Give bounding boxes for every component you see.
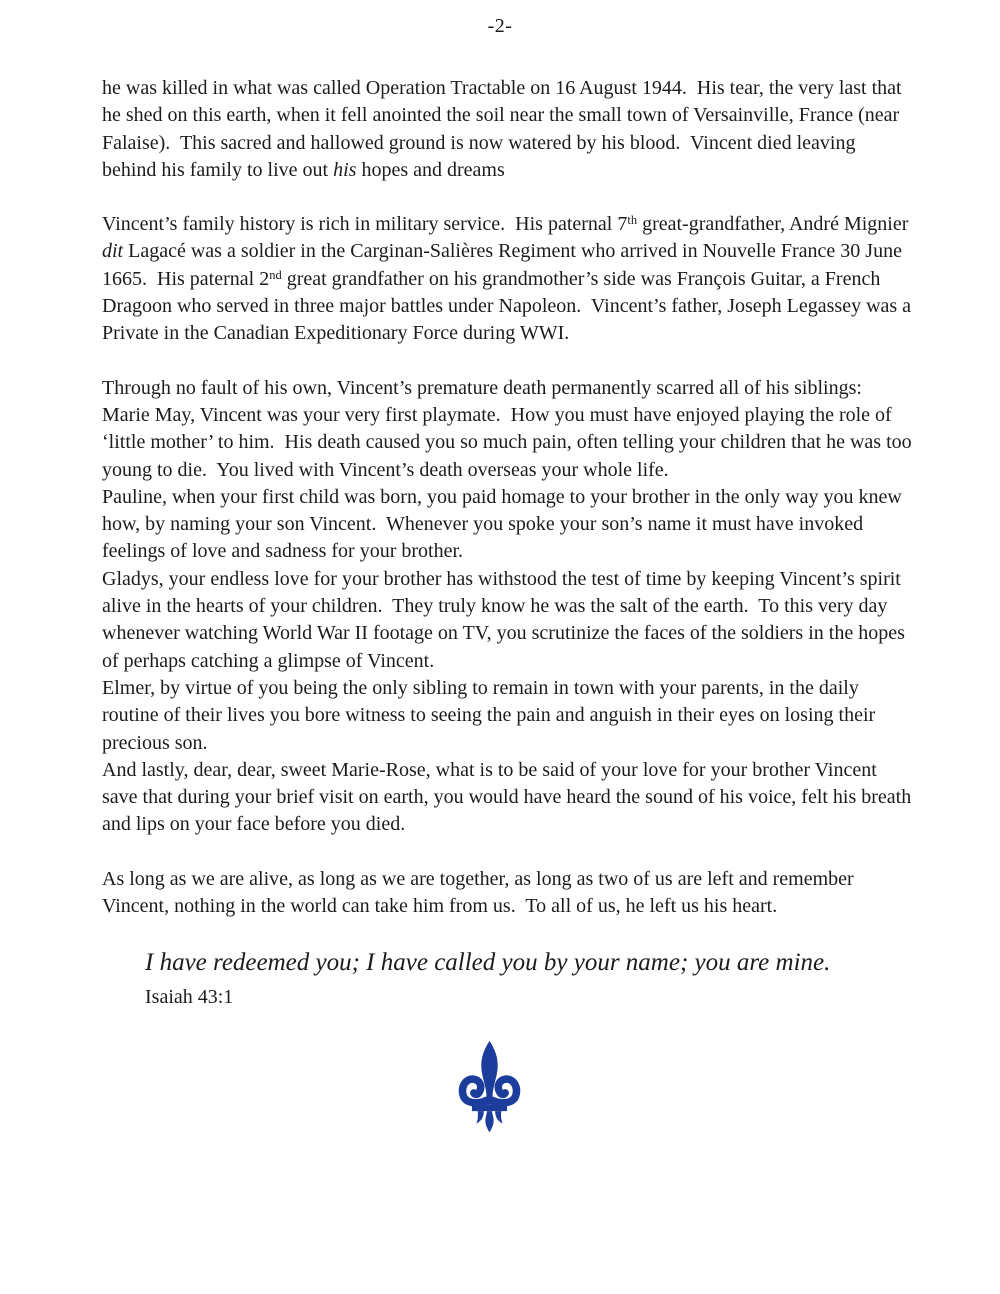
paragraph-siblings-intro: Through no fault of his own, Vincent’s premature death permanently scarred all of his siblings: — [102, 376, 862, 399]
family-emphasis-dit: dit — [102, 240, 124, 263]
paragraph-elmer: Elmer, by virtue of you being the only sibling to remain in town with your parents, in the daily routine of their lives you bore witness to seeing the pain and anguish in their eyes on losing their precious son. — [102, 676, 881, 754]
opening-emphasis: his — [333, 158, 357, 181]
document-body — [102, 75, 917, 1011]
fleur-side-petal-right — [492, 1079, 516, 1103]
paragraph-gladys: Gladys, your endless love for your brother has withstood the test of time by keeping Vincent’s spirit alive in the hearts of your children. They truly know he was the salt of the earth. To this very day whenever watching World War II footage on TV, you scrutinize the faces of the soldiers in the hopes of perhaps catching a glimpse of Vincent. — [102, 567, 910, 672]
ordinal-superscript: th — [627, 213, 638, 228]
paragraph-pauline: Pauline, when your first child was born, you paid homage to your brother in the only way you knew how, by naming your son Vincent. Whenever you spoke your son’s name it must have invoked feelings of love and sadness for your brother. — [102, 485, 907, 563]
footer-emblem — [0, 1039, 1000, 1138]
fleur-bottom-spike — [485, 1111, 493, 1132]
scripture-quote: I have redeemed you; I have called you by your name; you are mine. — [145, 949, 831, 977]
paragraph-closing: As long as we are alive, as long as we are together, as long as two of us are left and remember Vincent, nothing in the world can take him from us. To all of us, he left us his heart. — [102, 867, 859, 918]
fleur-center-petal — [481, 1041, 497, 1104]
opening-text: he was killed in what was called Operation Tractable on 16 August 1944. His tear, the very last that he shed on this earth, when it fell anointed the soil near the small town of Versainville, France (near Falaise). This sacred and hallowed ground is now watered by his blood. Vincent died leaving behind his family to live out — [102, 77, 907, 181]
scripture-attribution: Isaiah 43:1 — [145, 986, 234, 1009]
paragraph-marie-rose: And lastly, dear, dear, sweet Marie-Rose, what is to be said of your love for your brother Vincent save that during your brief visit on earth, you would have heard the sound of his voice, felt his breath and lips on your face before you died. — [102, 758, 917, 836]
fleur-side-petal-left — [462, 1079, 486, 1103]
paragraph-family-history: Vincent’s family history is rich in military service. His paternal 7th great-grandfather, André Mignier dit Lagacé was a soldier in the Carginan-Salières Regiment who arrived in Nouvelle France 30 June 1665. His paternal 2nd great grandfather on his grandmother’s side was François Guitar, a French Dragoon who served in three major battles under Napoleon. Vincent’s father, Joseph Legassey was a Private in the Canadian Expeditionary Force during WWI. — [102, 213, 917, 345]
page-number: -2- — [487, 15, 513, 37]
paragraph-opening — [102, 75, 914, 184]
fleur-bottom-flare-right — [495, 1111, 503, 1124]
ordinal-superscript: nd — [269, 267, 282, 282]
scripture-quote-block — [102, 947, 914, 1011]
fleur-de-lis-icon — [458, 1039, 521, 1133]
paragraph-marie-may: Marie May, Vincent was your very first playmate. How you must have enjoyed playing the role of ‘little mother’ to him. His death caused you so much pain, often telling your children that he was too young to die. You lived with Vincent’s death overseas your whole life. — [102, 403, 917, 481]
fleur-bottom-flare-left — [476, 1111, 484, 1124]
opening-text-end: hopes and dreams — [356, 158, 505, 181]
